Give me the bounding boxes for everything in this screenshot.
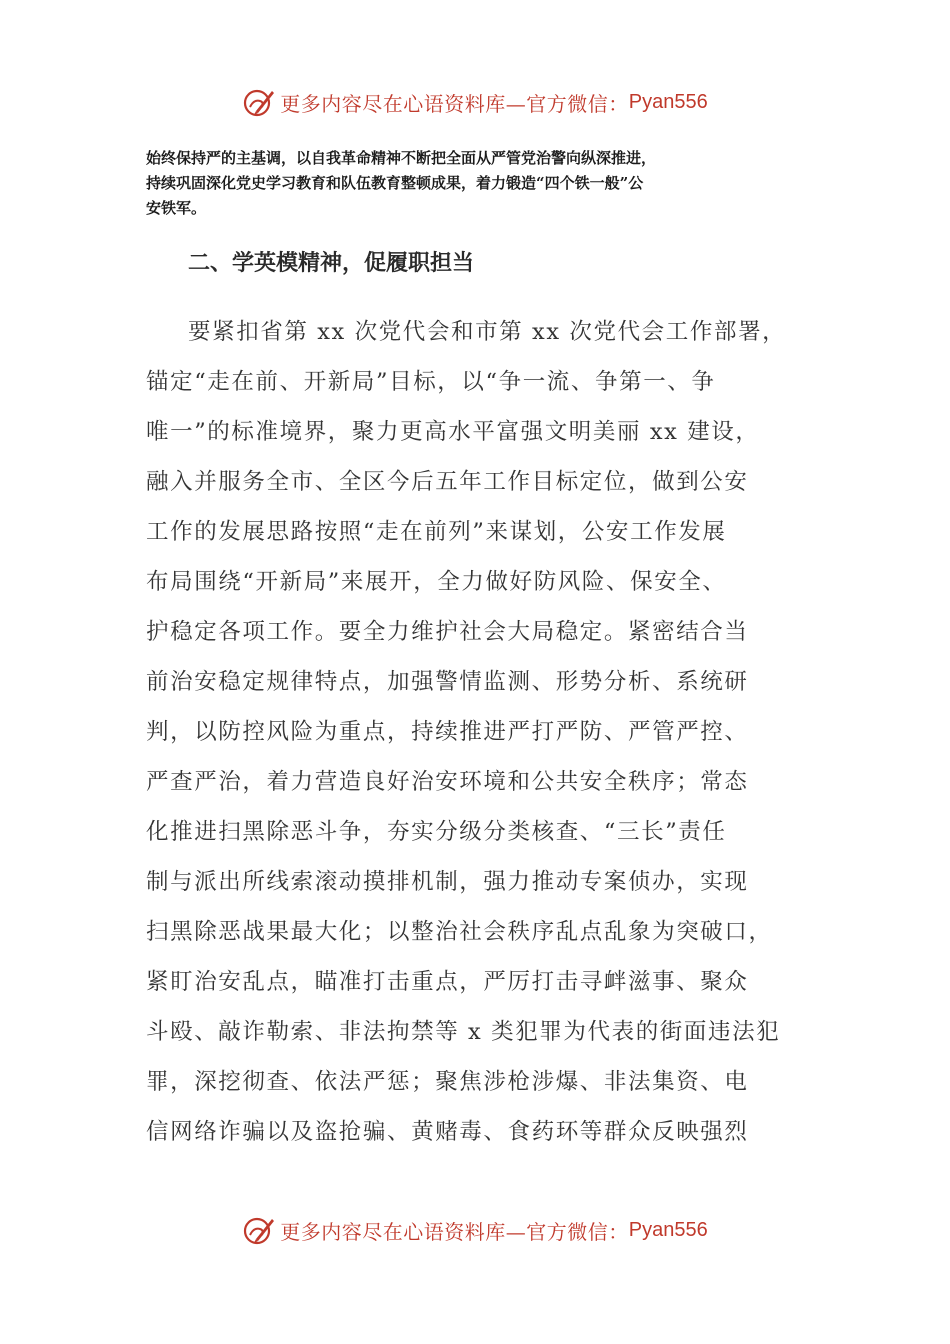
body-line: 前治安稳定规律特点，加强警情监测、形势分析、系统研	[146, 669, 749, 695]
pen-logo-icon	[242, 85, 276, 119]
section-heading: 二、学英模精神，促履职担当	[188, 250, 475, 276]
body-line: 严查严治，着力营造良好治安环境和公共安全秩序；常态	[146, 769, 749, 795]
body-line: 唯一”的标准境界，聚力更高水平富强文明美丽 xx 建设，	[146, 419, 760, 445]
body-line: 罪，深挖彻查、依法严惩；聚焦涉枪涉爆、非法集资、电	[146, 1069, 749, 1095]
body-line: 紧盯治安乱点，瞄准打击重点，严厉打击寻衅滋事、聚众	[146, 969, 749, 995]
body-line: 斗殴、敲诈勒索、非法拘禁等 x 类犯罪为代表的街面违法犯	[146, 1019, 781, 1045]
body-line: 判，以防控风险为重点，持续推进严打严防、严管严控、	[146, 719, 749, 745]
body-line: 要紧扣省第 xx 次党代会和市第 xx 次党代会工作部署，	[188, 319, 787, 345]
watermark-wechat-id: Pyan556	[628, 1218, 708, 1241]
body-line: 化推进扫黑除恶斗争，夯实分级分类核查、“三长”责任	[146, 819, 727, 845]
pen-logo-icon	[242, 1213, 276, 1247]
body-line: 制与派出所线索滚动摸排机制，强力推动专案侦办，实现	[146, 869, 749, 895]
watermark-banner-top	[0, 82, 950, 122]
intro-line: 持续巩固深化党史学习教育和队伍教育整顿成果，着力锻造“四个铁一般”公	[146, 174, 644, 192]
body-paragraph	[146, 313, 826, 1163]
body-line: 融入并服务全市、全区今后五年工作目标定位，做到公安	[146, 469, 749, 495]
body-line: 护稳定各项工作。要全力维护社会大局稳定。紧密结合当	[146, 619, 749, 645]
body-line: 信网络诈骗以及盗抢骗、黄赌毒、食药环等群众反映强烈	[146, 1119, 749, 1145]
body-line: 锚定“走在前、开新局”目标，以“争一流、争第一、争	[146, 369, 716, 395]
body-line: 扫黑除恶战果最大化；以整治社会秩序乱点乱象为突破口，	[146, 919, 773, 945]
body-line: 工作的发展思路按照“走在前列”来谋划，公安工作发展	[146, 519, 727, 545]
watermark-text: 更多内容尽在心语资料库—官方微信：	[280, 1219, 629, 1244]
watermark-wechat-id: Pyan556	[628, 90, 708, 113]
intro-line: 安铁军。	[146, 199, 207, 217]
body-line: 布局围绕“开新局”来展开，全力做好防风险、保安全、	[146, 569, 727, 595]
watermark-banner-bottom	[0, 1210, 950, 1250]
watermark-text: 更多内容尽在心语资料库—官方微信：	[280, 91, 629, 116]
intro-paragraph	[146, 146, 806, 221]
intro-line: 始终保持严的主基调，以自我革命精神不断把全面从严管党治警向纵深推进，	[146, 149, 657, 167]
